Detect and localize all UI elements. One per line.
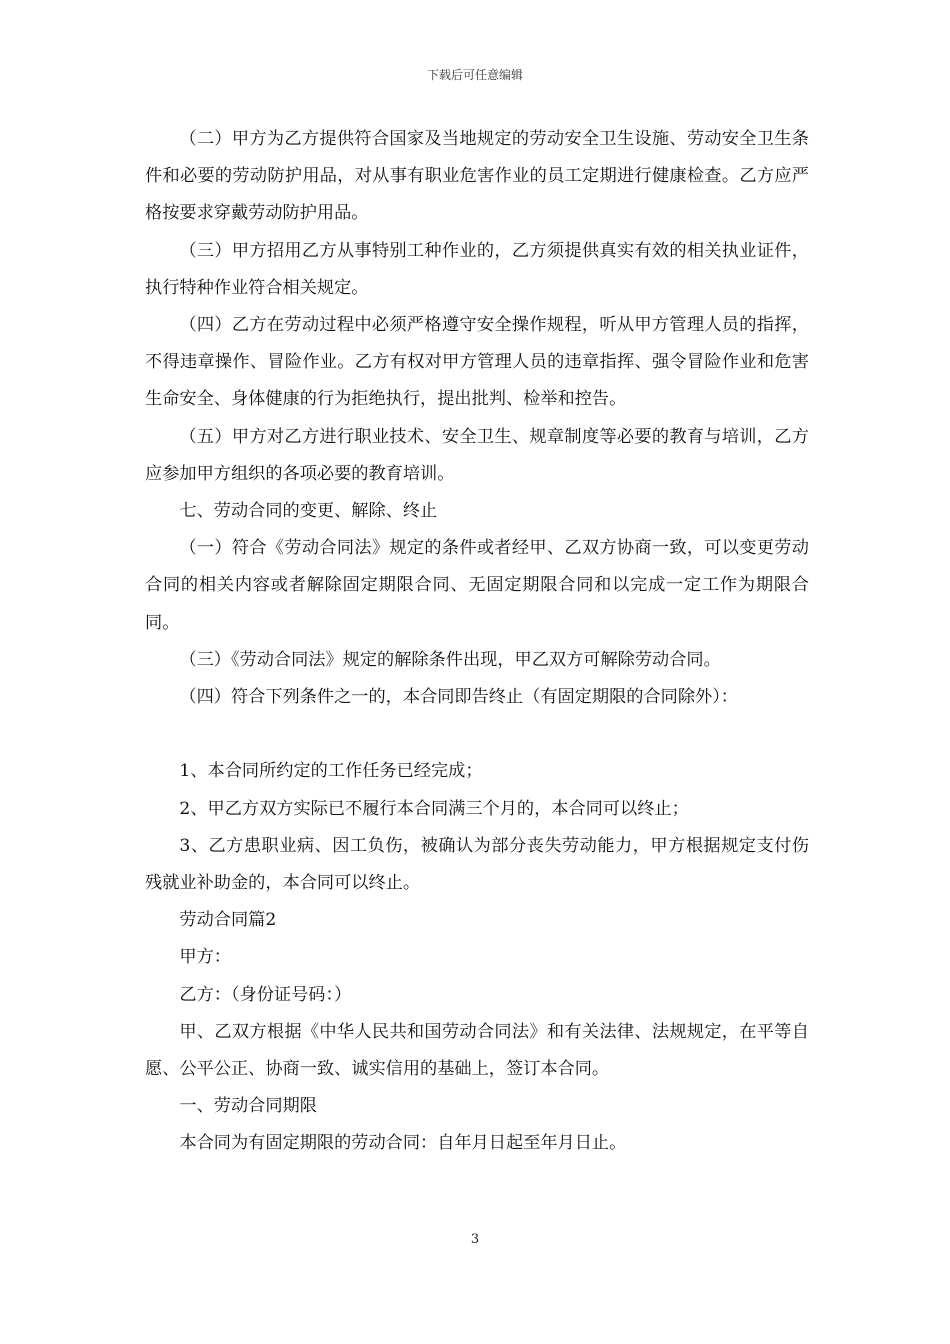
paragraph-termination-conditions: （四）符合下列条件之一的，本合同即告终止（有固定期限的合同除外）： <box>179 687 738 708</box>
paragraph-change-by-agreement: （一）符合《劳动合同法》规定的条件或者经甲、乙双方协商一致，可以变更劳动合同的相关内容或者解除固定期限合同、无固定期限合同和以完成一定工作为期限合同。 <box>145 538 809 633</box>
section-heading-change-termination: 七、劳动合同的变更、解除、终止 <box>179 501 438 522</box>
paragraph-training: （五）甲方对乙方进行职业技术、安全卫生、规章制度等必要的教育与培训，乙方应参加甲方组织的各项必要的教育培训。 <box>145 426 809 484</box>
list-item-task-completed: 1、本合同所约定的工作任务已经完成； <box>179 761 483 782</box>
document-body <box>145 121 809 1163</box>
list-item-not-performed: 2、甲乙方双方实际已不履行本合同满三个月的，本合同可以终止； <box>179 798 689 819</box>
party-a-field: 甲方： <box>179 947 231 968</box>
paragraph-rescission-conditions: （三）《劳动合同法》规定的解除条件出现，甲乙双方可解除劳动合同。 <box>179 649 721 670</box>
section-heading-contract-term: 一、劳动合同期限 <box>179 1096 317 1117</box>
list-item-occupational-disease: 3、乙方患职业病、因工负伤，被确认为部分丧失劳动能力，甲方根据规定支付伤残就业补助金的，本合同可以终止。 <box>145 835 809 894</box>
paragraph-special-work: （三）甲方招用乙方从事特别工种作业的，乙方须提供真实有效的相关执业证件，执行特种作业符合相关规定。 <box>145 240 809 298</box>
page-number: 3 <box>470 1232 480 1247</box>
document-title-part-2: 劳动合同篇2 <box>179 910 277 931</box>
party-b-field: 乙方：（身份证号码：） <box>179 984 352 1005</box>
paragraph-safety-facilities: （二）甲方为乙方提供符合国家及当地规定的劳动安全卫生设施、劳动安全卫生条件和必要的劳动防护用品，对从事有职业危害作业的员工定期进行健康检查。乙方应严格按要求穿戴劳动防护用品。 <box>145 129 809 224</box>
paragraph-operating-rules: （四）乙方在劳动过程中必须严格遵守安全操作规程，听从甲方管理人员的指挥，不得违章操作、冒险作业。乙方有权对甲方管理人员的违章指挥、强令冒险作业和危害生命安全、身体健康的行为拒绝执行，提出批判、检举和控告。 <box>145 315 809 410</box>
paragraph-legal-basis: 甲、乙双方根据《中华人民共和国劳动合同法》和有关法律、法规规定，在平等自愿、公平公正、协商一致、诚实信用的基础上，签订本合同。 <box>145 1021 809 1080</box>
paragraph-fixed-term: 本合同为有固定期限的劳动合同：自年月日起至年月日止。 <box>179 1133 627 1154</box>
blank-line <box>145 716 809 753</box>
page-header: 下载后可任意编辑 <box>426 68 523 82</box>
